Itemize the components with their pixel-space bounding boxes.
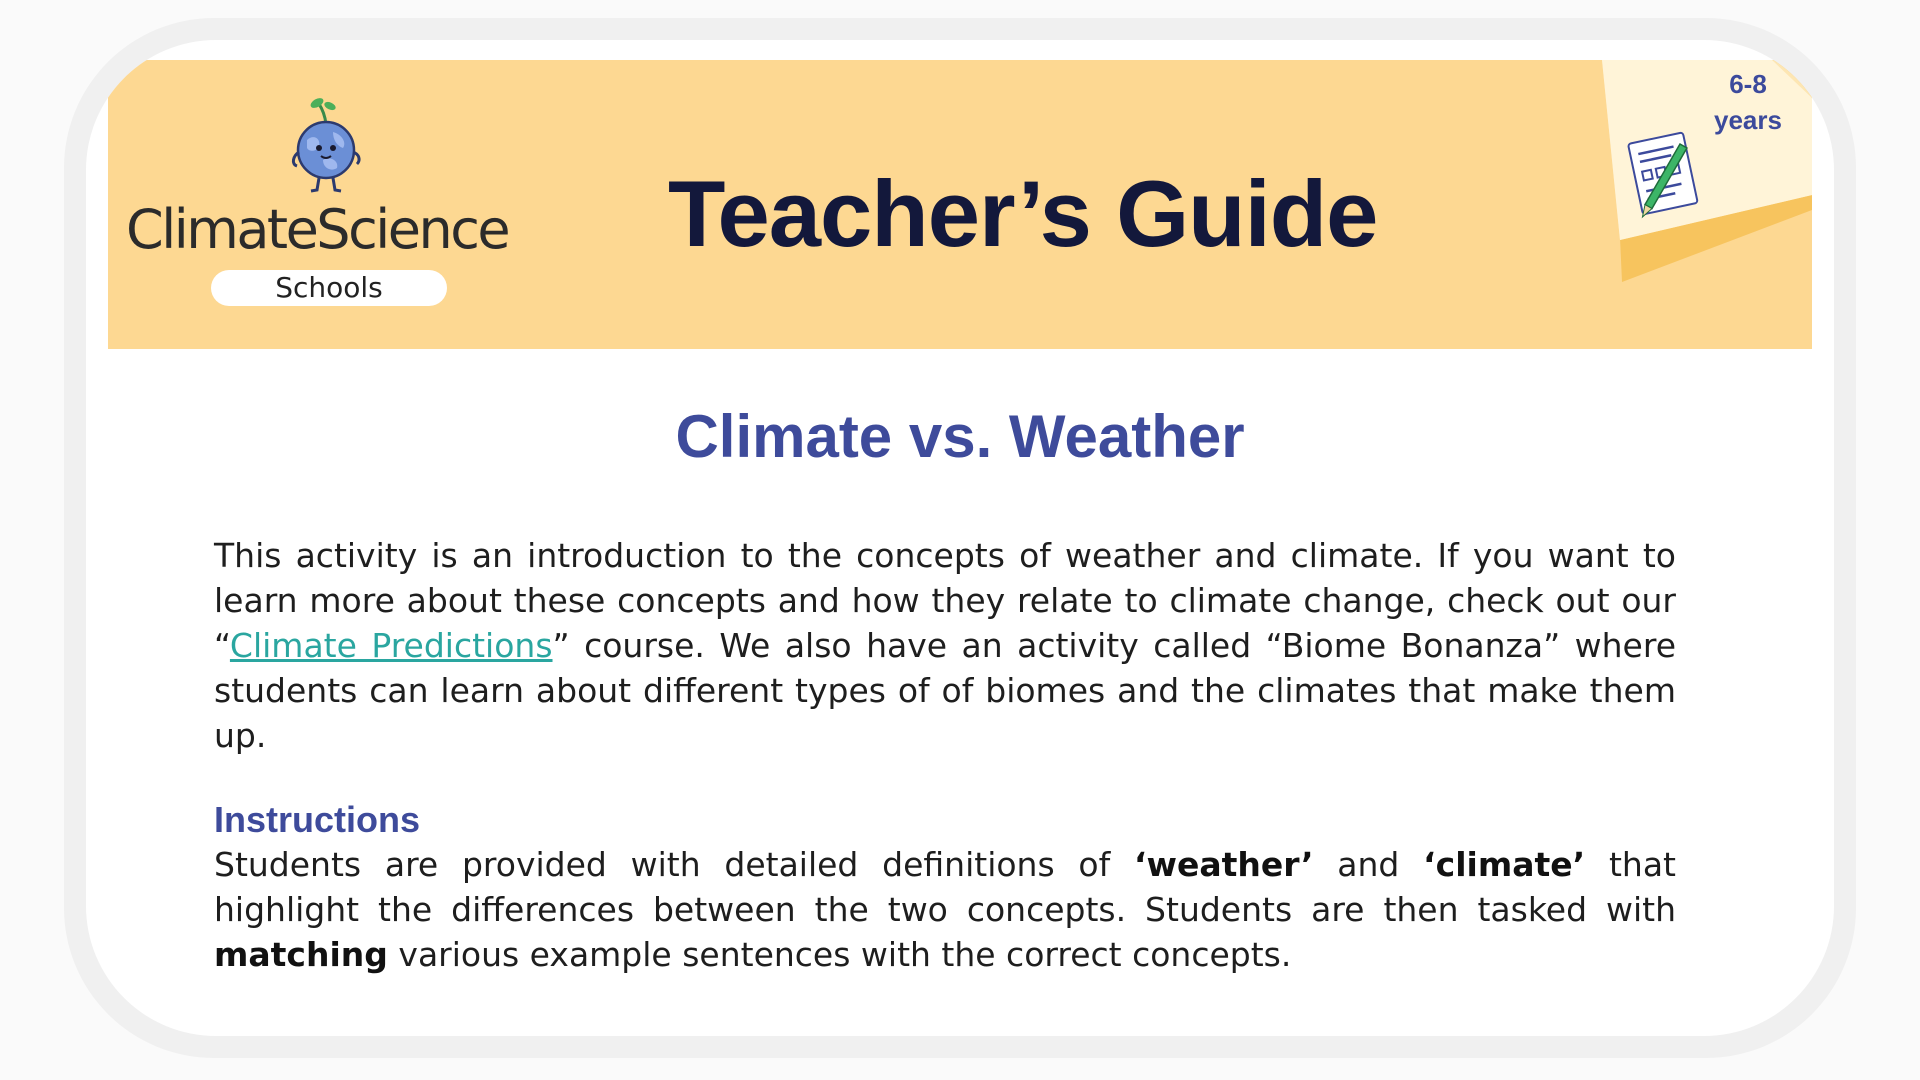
climatescience-logo[interactable] <box>108 60 548 349</box>
instructions-text-4: various example sentences with the correct concepts. <box>387 935 1292 974</box>
brand-name: ClimateScience <box>126 198 509 261</box>
age-number: 6-8 <box>1729 69 1767 99</box>
intro-paragraph <box>214 533 1676 758</box>
instructions-text-1: Students are provided with detailed definitions of <box>214 845 1134 884</box>
teachers-guide-title: Teacher’s Guide <box>668 161 1378 266</box>
instructions-text-2: and <box>1313 845 1424 884</box>
age-corner-tab <box>1602 60 1812 349</box>
age-range-label <box>1698 66 1798 138</box>
schools-label: Schools <box>211 270 447 306</box>
guide-card <box>86 40 1834 1036</box>
climate-predictions-link[interactable]: Climate Predictions <box>229 626 553 665</box>
globe-mascot-icon <box>283 94 369 194</box>
age-unit: years <box>1714 105 1782 135</box>
document-body <box>214 533 1676 977</box>
intro-text-1: This activity is an introduction to the concepts of weather and climate. If you want to learn more about these concepts and how they relate to climate change, check out our “ <box>214 536 1676 665</box>
instructions-heading: Instructions <box>214 799 421 840</box>
instructions-paragraph <box>214 842 1676 977</box>
header-banner <box>108 60 1812 349</box>
intro-text-2: ” course. We also have an activity called “Biome Bonanza” where students can learn about different types of of biomes and the climates that make them up. <box>214 626 1676 755</box>
matching-term: matching <box>214 935 388 974</box>
weather-term: ‘weather’ <box>1133 845 1314 884</box>
instructions-text-3: that highlight the differences between the two concepts. Students are then tasked with <box>214 845 1676 929</box>
activity-title: Climate vs. Weather <box>675 403 1245 470</box>
climate-term: ‘climate’ <box>1423 845 1586 884</box>
